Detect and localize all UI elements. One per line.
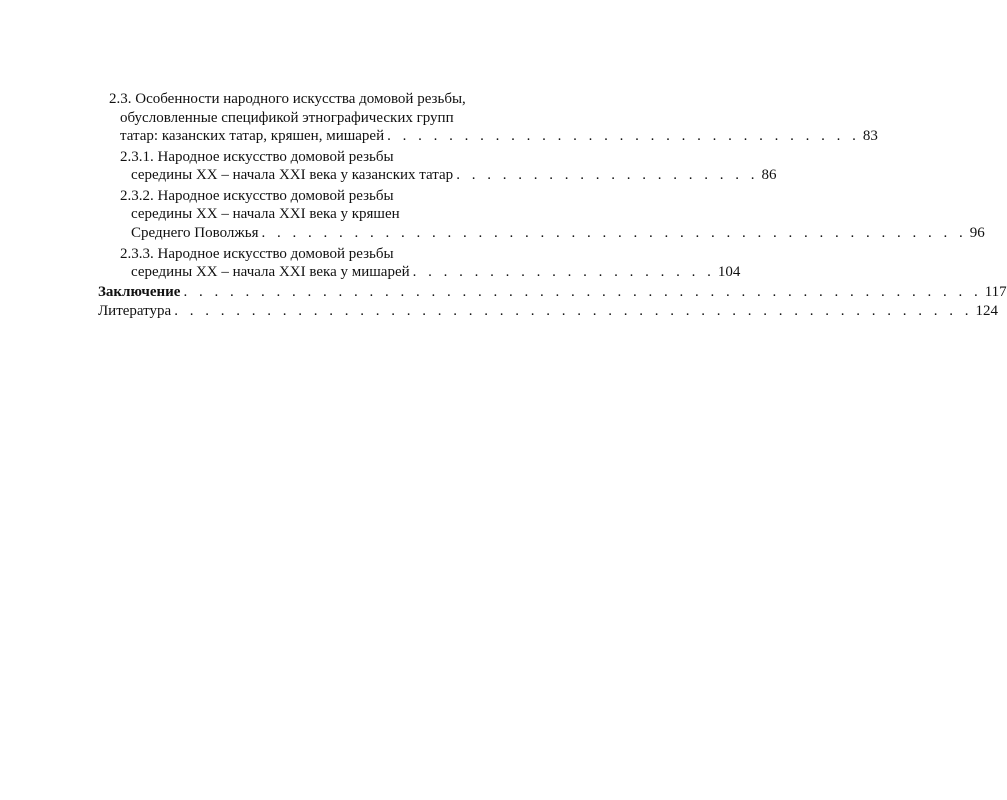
toc-entry-2-3-title-part-2: обусловленные спецификой этнографических групп: [120, 110, 454, 126]
toc-entry-2-3-3-title-part-1: 2.3.3. Народное искусство домовой резьбы: [120, 246, 394, 262]
toc-entry-2-3-title-part-3: татар: казанских татар, кряшен, мишарей: [120, 128, 385, 144]
toc-entry-2-3-title-part-1: 2.3. Особенности народного искусства домовой резьбы,: [109, 91, 466, 107]
dot-leader: . . . . . . . . . . . . . . . . . . . .: [456, 167, 759, 183]
toc-entry-literature-page: 124: [975, 303, 998, 319]
dot-leader: . . . . . . . . . . . . . . . . . . . . . . . . . . . . . . . . . . . . . . . . . . . . . . . . . . . .: [183, 284, 982, 300]
toc-entry-2-3-3-page: 104: [717, 264, 741, 280]
toc-entry-literature-title: Литература: [98, 303, 172, 319]
toc-entry-conclusion-page: 117: [984, 284, 1007, 300]
dot-leader: . . . . . . . . . . . . . . . . . . . . . . . . . . . . . . .: [387, 128, 860, 144]
dot-leader: . . . . . . . . . . . . . . . . . . . .: [412, 264, 715, 280]
toc-entry-2-3-page: 83: [862, 128, 878, 144]
toc-entry-conclusion-title: Заключение: [98, 284, 181, 300]
dot-leader: . . . . . . . . . . . . . . . . . . . . . . . . . . . . . . . . . . . . . . . . . . . . . . . . . . . .: [174, 303, 973, 319]
toc-entry-2-3-1-title-part-2: середины XX – начала XXI века у казанских татар: [131, 167, 454, 183]
dot-leader: . . . . . . . . . . . . . . . . . . . . . . . . . . . . . . . . . . . . . . . . . . . . . .: [261, 225, 967, 241]
toc-entry-2-3-2-page: 96: [969, 225, 985, 241]
toc-entry-2-3-2-title-part-1: 2.3.2. Народное искусство домовой резьбы: [120, 188, 394, 204]
toc-entry-2-3-1-page: 86: [761, 167, 777, 183]
toc-entry-2-3-1-title-part-1: 2.3.1. Народное искусство домовой резьбы: [120, 149, 394, 165]
toc-entry-2-3-3-title-part-2: середины XX – начала XXI века у мишарей: [131, 264, 410, 280]
toc-entry-2-3-2-title-part-2: середины XX – начала XXI века у кряшен: [131, 206, 400, 222]
toc-entry-2-3-2-title-part-3: Среднего Поволжья: [131, 225, 259, 241]
